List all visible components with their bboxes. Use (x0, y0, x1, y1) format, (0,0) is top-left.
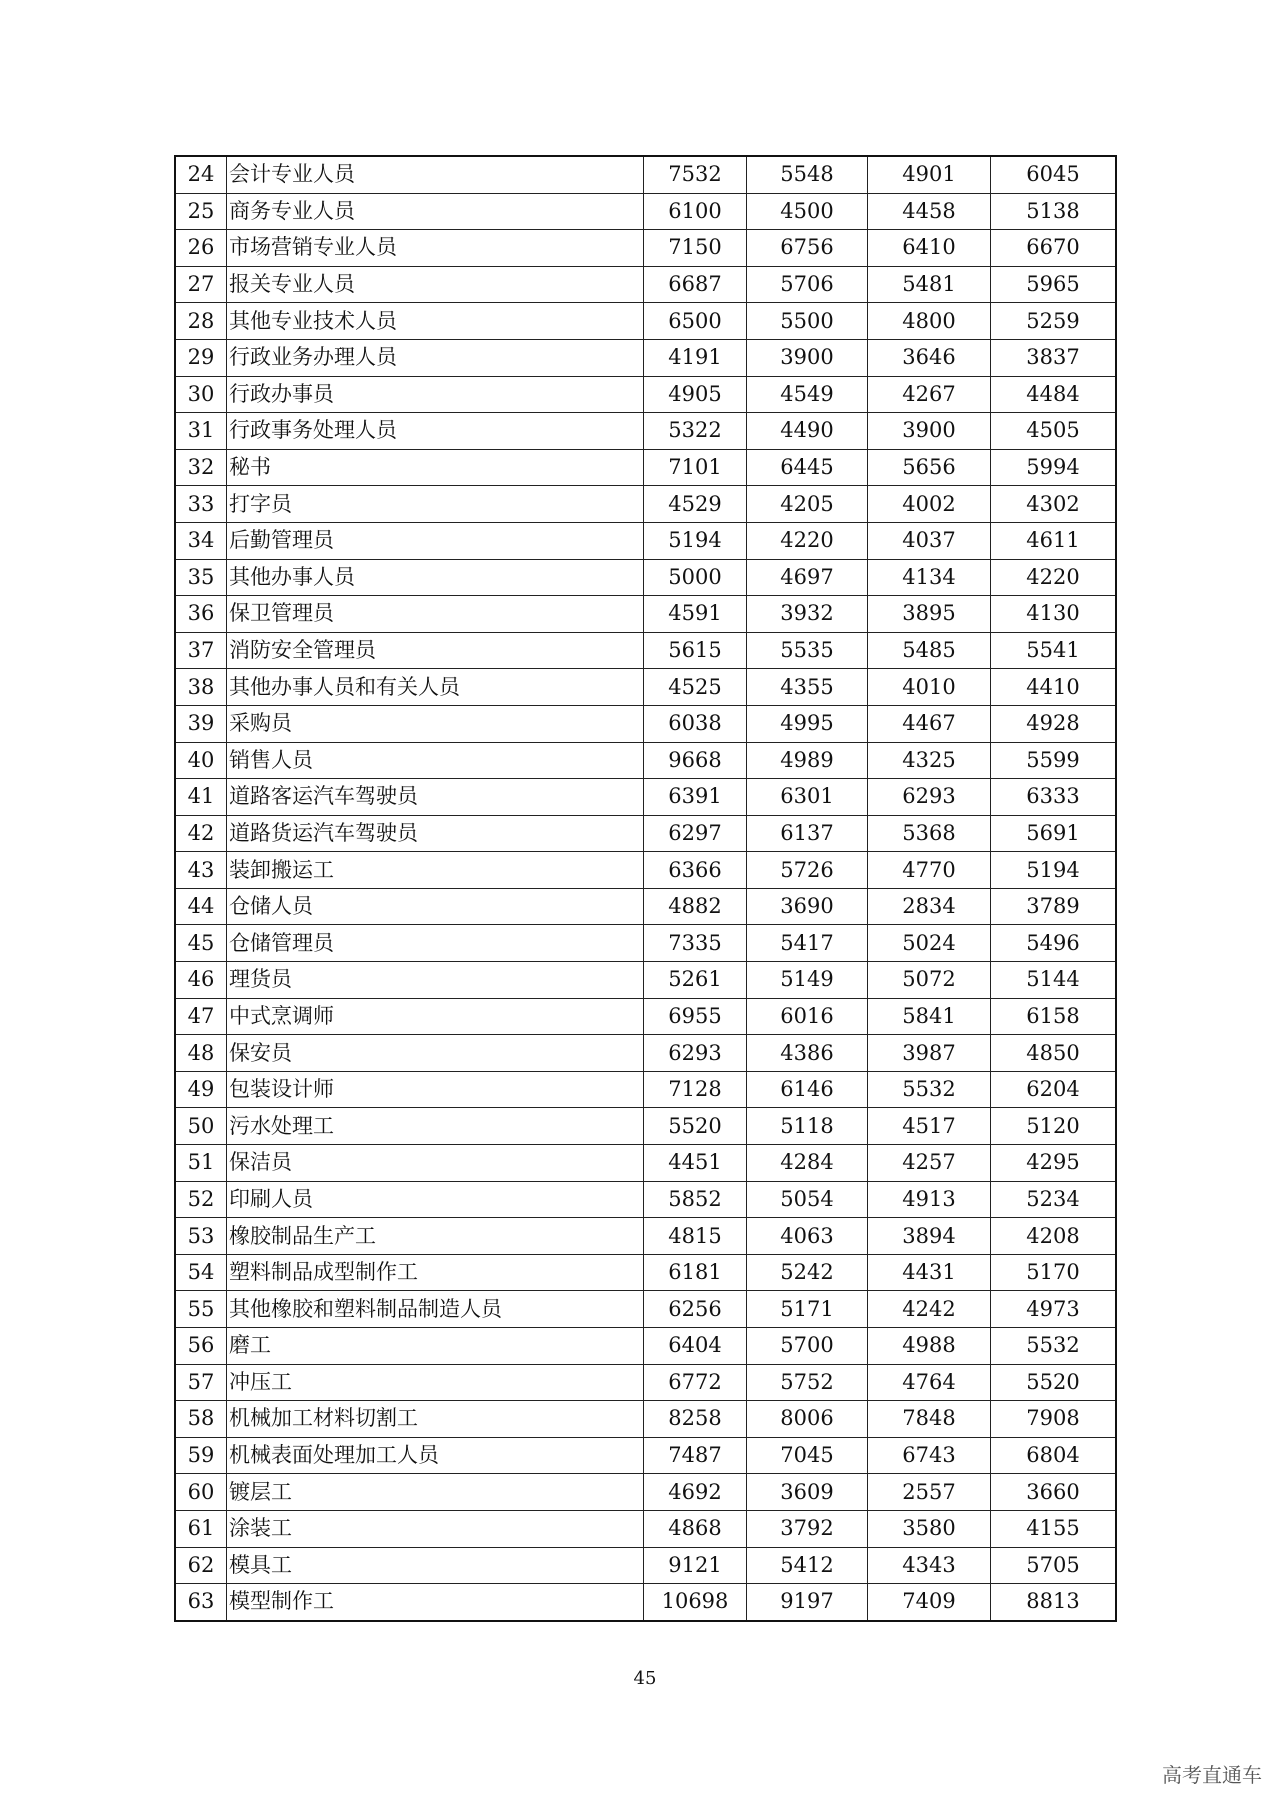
occupation-name: 采购员 (227, 705, 644, 742)
value-col-3: 2834 (868, 888, 991, 925)
value-col-4: 4295 (991, 1145, 1117, 1182)
value-col-3: 4467 (868, 705, 991, 742)
table-row (175, 925, 1116, 962)
value-col-2: 5500 (747, 303, 868, 340)
value-col-2: 5417 (747, 925, 868, 962)
value-col-4: 4220 (991, 559, 1117, 596)
occupation-name: 包装设计师 (227, 1071, 644, 1108)
row-number: 25 (175, 193, 227, 230)
table-row (175, 156, 1116, 193)
row-number: 49 (175, 1071, 227, 1108)
occupation-name: 保卫管理员 (227, 596, 644, 633)
row-number: 39 (175, 705, 227, 742)
value-col-2: 6301 (747, 779, 868, 816)
value-col-1: 6955 (644, 998, 747, 1035)
value-col-4: 5496 (991, 925, 1117, 962)
value-col-2: 4989 (747, 742, 868, 779)
value-col-4: 7908 (991, 1401, 1117, 1438)
value-col-3: 2557 (868, 1474, 991, 1511)
table-row (175, 230, 1116, 267)
value-col-2: 5171 (747, 1291, 868, 1328)
table-row (175, 1437, 1116, 1474)
table-row (175, 1035, 1116, 1072)
table-row (175, 742, 1116, 779)
occupation-name: 市场营销专业人员 (227, 230, 644, 267)
occupation-name: 机械表面处理加工人员 (227, 1437, 644, 1474)
value-col-3: 6410 (868, 230, 991, 267)
value-col-4: 5120 (991, 1108, 1117, 1145)
value-col-3: 5485 (868, 632, 991, 669)
value-col-2: 4205 (747, 486, 868, 523)
value-col-4: 4928 (991, 705, 1117, 742)
row-number: 57 (175, 1364, 227, 1401)
table-row (175, 1108, 1116, 1145)
row-number: 54 (175, 1254, 227, 1291)
value-col-4: 5234 (991, 1181, 1117, 1218)
value-col-2: 9197 (747, 1584, 868, 1621)
row-number: 26 (175, 230, 227, 267)
table-row (175, 1401, 1116, 1438)
row-number: 45 (175, 925, 227, 962)
value-col-1: 6293 (644, 1035, 747, 1072)
value-col-2: 5700 (747, 1328, 868, 1365)
row-number: 58 (175, 1401, 227, 1438)
row-number: 53 (175, 1218, 227, 1255)
occupation-name: 模具工 (227, 1547, 644, 1584)
page-number: 45 (633, 1668, 657, 1689)
value-col-1: 4882 (644, 888, 747, 925)
value-col-2: 3900 (747, 339, 868, 376)
value-col-4: 4505 (991, 413, 1117, 450)
value-col-4: 4850 (991, 1035, 1117, 1072)
table-row (175, 888, 1116, 925)
occupation-name: 秘书 (227, 449, 644, 486)
table-row (175, 998, 1116, 1035)
table-row (175, 815, 1116, 852)
value-col-4: 5170 (991, 1254, 1117, 1291)
value-col-2: 7045 (747, 1437, 868, 1474)
value-col-2: 5242 (747, 1254, 868, 1291)
table-row (175, 1510, 1116, 1547)
wage-table-body (175, 156, 1116, 1621)
value-col-3: 7848 (868, 1401, 991, 1438)
table-row (175, 632, 1116, 669)
value-col-1: 5615 (644, 632, 747, 669)
value-col-1: 6687 (644, 266, 747, 303)
row-number: 40 (175, 742, 227, 779)
value-col-2: 5726 (747, 852, 868, 889)
table-row (175, 339, 1116, 376)
value-col-2: 5535 (747, 632, 868, 669)
occupation-name: 其他橡胶和塑料制品制造人员 (227, 1291, 644, 1328)
value-col-3: 4257 (868, 1145, 991, 1182)
value-col-4: 6158 (991, 998, 1117, 1035)
table-row (175, 193, 1116, 230)
table-row (175, 1218, 1116, 1255)
value-col-4: 3837 (991, 339, 1117, 376)
value-col-3: 3646 (868, 339, 991, 376)
table-row (175, 852, 1116, 889)
row-number: 59 (175, 1437, 227, 1474)
value-col-3: 4988 (868, 1328, 991, 1365)
value-col-1: 7335 (644, 925, 747, 962)
value-col-3: 5072 (868, 962, 991, 999)
row-number: 62 (175, 1547, 227, 1584)
value-col-4: 3660 (991, 1474, 1117, 1511)
value-col-4: 5965 (991, 266, 1117, 303)
value-col-1: 5520 (644, 1108, 747, 1145)
value-col-2: 5149 (747, 962, 868, 999)
value-col-4: 5532 (991, 1328, 1117, 1365)
value-col-4: 5144 (991, 962, 1117, 999)
value-col-4: 5705 (991, 1547, 1117, 1584)
value-col-1: 6100 (644, 193, 747, 230)
occupation-name: 保洁员 (227, 1145, 644, 1182)
occupation-name: 中式烹调师 (227, 998, 644, 1035)
value-col-1: 5261 (644, 962, 747, 999)
occupation-name: 行政办事员 (227, 376, 644, 413)
table-row (175, 1584, 1116, 1621)
value-col-1: 4191 (644, 339, 747, 376)
value-col-4: 6670 (991, 230, 1117, 267)
row-number: 55 (175, 1291, 227, 1328)
value-col-1: 7532 (644, 156, 747, 193)
value-col-3: 4901 (868, 156, 991, 193)
row-number: 38 (175, 669, 227, 706)
value-col-2: 5412 (747, 1547, 868, 1584)
occupation-name: 消防安全管理员 (227, 632, 644, 669)
value-col-4: 4302 (991, 486, 1117, 523)
table-row (175, 705, 1116, 742)
value-col-4: 8813 (991, 1584, 1117, 1621)
occupation-name: 会计专业人员 (227, 156, 644, 193)
row-number: 48 (175, 1035, 227, 1072)
occupation-name: 仓储管理员 (227, 925, 644, 962)
table-row (175, 376, 1116, 413)
row-number: 63 (175, 1584, 227, 1621)
value-col-2: 5118 (747, 1108, 868, 1145)
occupation-name: 销售人员 (227, 742, 644, 779)
value-col-2: 3792 (747, 1510, 868, 1547)
value-col-2: 3609 (747, 1474, 868, 1511)
value-col-3: 6293 (868, 779, 991, 816)
value-col-2: 3932 (747, 596, 868, 633)
occupation-name: 橡胶制品生产工 (227, 1218, 644, 1255)
occupation-name: 后勤管理员 (227, 522, 644, 559)
row-number: 32 (175, 449, 227, 486)
value-col-2: 4500 (747, 193, 868, 230)
row-number: 37 (175, 632, 227, 669)
table-row (175, 1145, 1116, 1182)
row-number: 52 (175, 1181, 227, 1218)
row-number: 51 (175, 1145, 227, 1182)
value-col-2: 4697 (747, 559, 868, 596)
occupation-name: 机械加工材料切割工 (227, 1401, 644, 1438)
value-col-3: 4343 (868, 1547, 991, 1584)
value-col-1: 10698 (644, 1584, 747, 1621)
value-col-3: 3895 (868, 596, 991, 633)
value-col-1: 6404 (644, 1328, 747, 1365)
value-col-2: 6146 (747, 1071, 868, 1108)
value-col-3: 5368 (868, 815, 991, 852)
value-col-3: 5841 (868, 998, 991, 1035)
value-col-4: 5541 (991, 632, 1117, 669)
value-col-3: 4037 (868, 522, 991, 559)
value-col-1: 6256 (644, 1291, 747, 1328)
row-number: 47 (175, 998, 227, 1035)
value-col-1: 5852 (644, 1181, 747, 1218)
value-col-3: 6743 (868, 1437, 991, 1474)
value-col-3: 4800 (868, 303, 991, 340)
table-row (175, 1547, 1116, 1584)
value-col-1: 7150 (644, 230, 747, 267)
value-col-3: 4431 (868, 1254, 991, 1291)
row-number: 27 (175, 266, 227, 303)
value-col-3: 4458 (868, 193, 991, 230)
value-col-1: 9668 (644, 742, 747, 779)
occupation-name: 行政事务处理人员 (227, 413, 644, 450)
value-col-1: 6772 (644, 1364, 747, 1401)
occupation-name: 其他办事人员 (227, 559, 644, 596)
row-number: 28 (175, 303, 227, 340)
table-row (175, 522, 1116, 559)
value-col-4: 6804 (991, 1437, 1117, 1474)
value-col-2: 4490 (747, 413, 868, 450)
table-row (175, 1328, 1116, 1365)
value-col-3: 7409 (868, 1584, 991, 1621)
occupation-name: 行政业务办理人员 (227, 339, 644, 376)
value-col-2: 4355 (747, 669, 868, 706)
wage-table (174, 155, 1117, 1622)
row-number: 35 (175, 559, 227, 596)
row-number: 36 (175, 596, 227, 633)
row-number: 24 (175, 156, 227, 193)
value-col-4: 5994 (991, 449, 1117, 486)
value-col-1: 4868 (644, 1510, 747, 1547)
value-col-1: 5322 (644, 413, 747, 450)
occupation-name: 镀层工 (227, 1474, 644, 1511)
value-col-1: 5000 (644, 559, 747, 596)
value-col-4: 4208 (991, 1218, 1117, 1255)
table-row (175, 1254, 1116, 1291)
value-col-3: 4134 (868, 559, 991, 596)
table-row (175, 962, 1116, 999)
value-col-3: 4764 (868, 1364, 991, 1401)
occupation-name: 模型制作工 (227, 1584, 644, 1621)
value-col-1: 6038 (644, 705, 747, 742)
value-col-3: 4913 (868, 1181, 991, 1218)
occupation-name: 道路货运汽车驾驶员 (227, 815, 644, 852)
value-col-4: 4410 (991, 669, 1117, 706)
table-row (175, 1474, 1116, 1511)
value-col-3: 4770 (868, 852, 991, 889)
row-number: 30 (175, 376, 227, 413)
occupation-name: 理货员 (227, 962, 644, 999)
value-col-3: 4517 (868, 1108, 991, 1145)
value-col-4: 3789 (991, 888, 1117, 925)
row-number: 41 (175, 779, 227, 816)
value-col-3: 5024 (868, 925, 991, 962)
table-row (175, 559, 1116, 596)
value-col-2: 4386 (747, 1035, 868, 1072)
table-row (175, 1364, 1116, 1401)
value-col-4: 5691 (991, 815, 1117, 852)
value-col-1: 8258 (644, 1401, 747, 1438)
table-row (175, 669, 1116, 706)
value-col-1: 6366 (644, 852, 747, 889)
occupation-name: 涂装工 (227, 1510, 644, 1547)
value-col-1: 4591 (644, 596, 747, 633)
value-col-1: 7128 (644, 1071, 747, 1108)
value-col-3: 5656 (868, 449, 991, 486)
value-col-4: 5194 (991, 852, 1117, 889)
value-col-4: 6333 (991, 779, 1117, 816)
value-col-3: 3900 (868, 413, 991, 450)
value-col-4: 5599 (991, 742, 1117, 779)
value-col-2: 6016 (747, 998, 868, 1035)
value-col-3: 3580 (868, 1510, 991, 1547)
value-col-3: 4242 (868, 1291, 991, 1328)
occupation-name: 装卸搬运工 (227, 852, 644, 889)
value-col-2: 6756 (747, 230, 868, 267)
occupation-name: 冲压工 (227, 1364, 644, 1401)
row-number: 42 (175, 815, 227, 852)
value-col-2: 4549 (747, 376, 868, 413)
value-col-2: 5752 (747, 1364, 868, 1401)
table-row (175, 486, 1116, 523)
value-col-2: 4995 (747, 705, 868, 742)
occupation-name: 其他专业技术人员 (227, 303, 644, 340)
value-col-4: 6045 (991, 156, 1117, 193)
value-col-3: 5481 (868, 266, 991, 303)
watermark-text: 高考直通车 (1162, 1763, 1262, 1787)
value-col-4: 4973 (991, 1291, 1117, 1328)
occupation-name: 打字员 (227, 486, 644, 523)
occupation-name: 印刷人员 (227, 1181, 644, 1218)
value-col-3: 4002 (868, 486, 991, 523)
occupation-name: 塑料制品成型制作工 (227, 1254, 644, 1291)
value-col-4: 5520 (991, 1364, 1117, 1401)
value-col-1: 6391 (644, 779, 747, 816)
value-col-2: 6445 (747, 449, 868, 486)
occupation-name: 道路客运汽车驾驶员 (227, 779, 644, 816)
value-col-4: 4155 (991, 1510, 1117, 1547)
value-col-2: 3690 (747, 888, 868, 925)
row-number: 31 (175, 413, 227, 450)
table-row (175, 1291, 1116, 1328)
table-row (175, 266, 1116, 303)
value-col-3: 4267 (868, 376, 991, 413)
value-col-1: 4815 (644, 1218, 747, 1255)
table-row (175, 413, 1116, 450)
value-col-2: 8006 (747, 1401, 868, 1438)
value-col-4: 5138 (991, 193, 1117, 230)
table-row (175, 449, 1116, 486)
occupation-name: 污水处理工 (227, 1108, 644, 1145)
table-row (175, 1181, 1116, 1218)
value-col-1: 4529 (644, 486, 747, 523)
row-number: 60 (175, 1474, 227, 1511)
value-col-2: 5706 (747, 266, 868, 303)
value-col-1: 7101 (644, 449, 747, 486)
value-col-1: 4905 (644, 376, 747, 413)
value-col-4: 5259 (991, 303, 1117, 340)
occupation-name: 仓储人员 (227, 888, 644, 925)
value-col-1: 6297 (644, 815, 747, 852)
value-col-2: 5054 (747, 1181, 868, 1218)
occupation-name: 报关专业人员 (227, 266, 644, 303)
value-col-1: 9121 (644, 1547, 747, 1584)
row-number: 43 (175, 852, 227, 889)
table-row (175, 779, 1116, 816)
value-col-1: 4692 (644, 1474, 747, 1511)
value-col-3: 5532 (868, 1071, 991, 1108)
value-col-3: 3987 (868, 1035, 991, 1072)
row-number: 33 (175, 486, 227, 523)
table-row (175, 1071, 1116, 1108)
table-row (175, 303, 1116, 340)
row-number: 29 (175, 339, 227, 376)
value-col-1: 6500 (644, 303, 747, 340)
value-col-1: 6181 (644, 1254, 747, 1291)
row-number: 56 (175, 1328, 227, 1365)
value-col-2: 4284 (747, 1145, 868, 1182)
value-col-4: 4611 (991, 522, 1117, 559)
value-col-1: 4525 (644, 669, 747, 706)
value-col-3: 4010 (868, 669, 991, 706)
occupation-name: 磨工 (227, 1328, 644, 1365)
row-number: 61 (175, 1510, 227, 1547)
row-number: 44 (175, 888, 227, 925)
value-col-1: 4451 (644, 1145, 747, 1182)
value-col-2: 4220 (747, 522, 868, 559)
value-col-1: 7487 (644, 1437, 747, 1474)
occupation-name: 商务专业人员 (227, 193, 644, 230)
value-col-2: 6137 (747, 815, 868, 852)
value-col-4: 6204 (991, 1071, 1117, 1108)
value-col-2: 4063 (747, 1218, 868, 1255)
table-row (175, 596, 1116, 633)
value-col-3: 3894 (868, 1218, 991, 1255)
row-number: 34 (175, 522, 227, 559)
value-col-2: 5548 (747, 156, 868, 193)
value-col-3: 4325 (868, 742, 991, 779)
value-col-4: 4484 (991, 376, 1117, 413)
value-col-1: 5194 (644, 522, 747, 559)
occupation-name: 其他办事人员和有关人员 (227, 669, 644, 706)
value-col-4: 4130 (991, 596, 1117, 633)
row-number: 46 (175, 962, 227, 999)
occupation-name: 保安员 (227, 1035, 644, 1072)
row-number: 50 (175, 1108, 227, 1145)
